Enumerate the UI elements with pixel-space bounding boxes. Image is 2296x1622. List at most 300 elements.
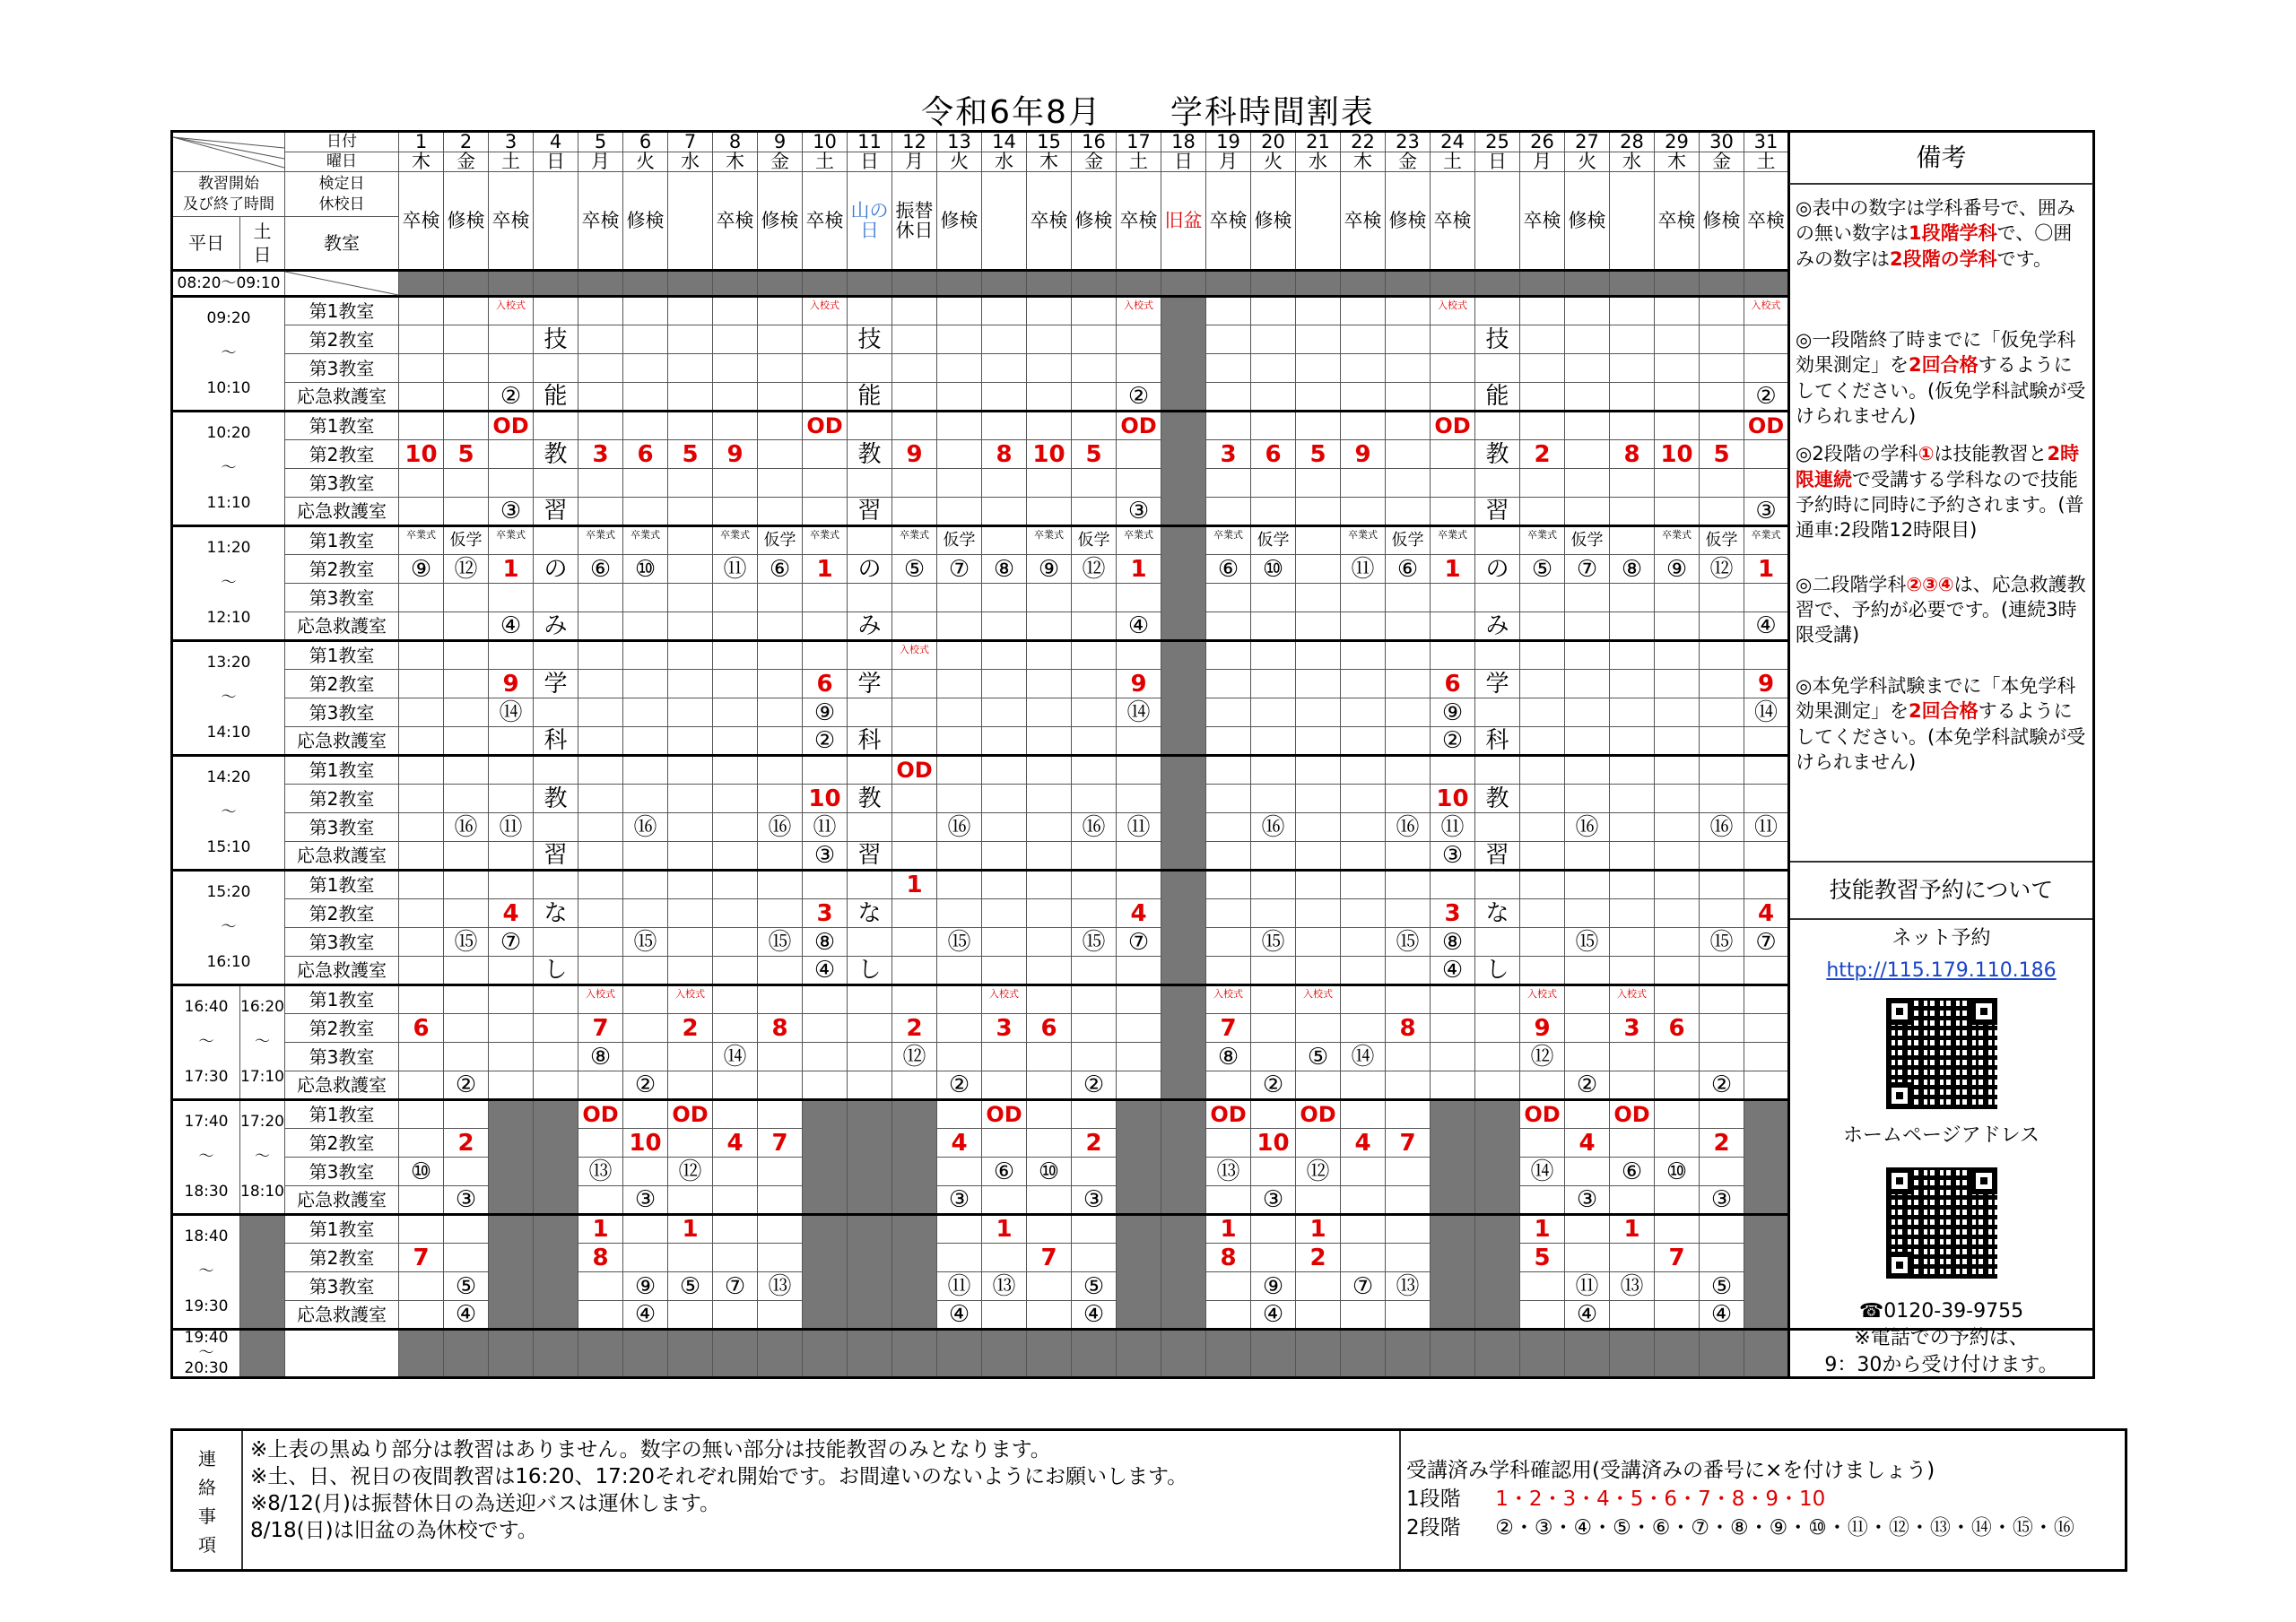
lesson-cell	[578, 1272, 623, 1301]
date-cell: 7	[668, 132, 713, 152]
lesson-cell	[803, 354, 848, 383]
lesson-cell: ②	[803, 727, 848, 756]
time-text: 17:40	[184, 1113, 229, 1131]
blocked-cell	[240, 1215, 285, 1330]
lesson-cell: 仮学	[1565, 526, 1610, 555]
lesson-cell	[1744, 354, 1789, 383]
weekday-label: 平日	[172, 217, 240, 271]
blocked-cell	[982, 271, 1027, 297]
lesson-cell	[892, 297, 937, 325]
lesson-cell	[1072, 383, 1117, 412]
lesson-cell: み	[1475, 612, 1520, 641]
lesson-cell	[1655, 842, 1700, 871]
booking-section	[1790, 861, 2092, 1379]
stage1-numbers[interactable]: 1・2・3・4・5・6・7・8・9・10	[1495, 1488, 1826, 1511]
lesson-cell	[1206, 785, 1251, 813]
page-title: 令和6年8月 学科時間割表	[921, 94, 1375, 131]
blocked-cell	[1161, 756, 1206, 871]
lesson-cell	[1520, 297, 1565, 325]
lesson-cell	[623, 383, 668, 412]
lesson-cell	[758, 670, 803, 698]
lesson-cell	[982, 727, 1027, 756]
lesson-cell	[1206, 1186, 1251, 1215]
lesson-cell	[1744, 785, 1789, 813]
lesson-cell: の	[534, 555, 578, 584]
lesson-cell	[1700, 498, 1744, 526]
lesson-cell	[1610, 842, 1655, 871]
lesson-cell	[1296, 1186, 1341, 1215]
lesson-cell	[399, 325, 444, 354]
lesson-cell	[848, 871, 892, 899]
period-time-weekday	[172, 985, 240, 1100]
lesson-cell: 教	[534, 440, 578, 469]
lesson-cell	[848, 584, 892, 612]
time-text: 〜	[198, 1148, 214, 1166]
room-label: 応急救護室	[285, 727, 399, 756]
lesson-cell	[1251, 670, 1296, 698]
time-text: 14:10	[206, 724, 251, 742]
lesson-cell	[1341, 1301, 1386, 1330]
remark-1: ◎表中の数字は学科番号で、囲みの無い数字は1段階学科で、〇囲みの数字は2段階の学科です。	[1796, 197, 2075, 270]
lesson-cell	[444, 584, 489, 612]
time-text: 〜	[221, 918, 237, 936]
lesson-cell	[713, 813, 758, 842]
lesson-cell	[489, 469, 534, 498]
dow-cell: 火	[937, 152, 982, 172]
lesson-cell	[668, 325, 713, 354]
lesson-cell	[1341, 1186, 1386, 1215]
lesson-cell: ④	[623, 1301, 668, 1330]
lesson-cell	[399, 1215, 444, 1244]
lesson-cell: ③	[1565, 1186, 1610, 1215]
lesson-cell	[1341, 1158, 1386, 1186]
lesson-cell	[1386, 584, 1431, 612]
lesson-cell	[1520, 1272, 1565, 1301]
lesson-cell	[937, 1244, 982, 1272]
lesson-cell	[1296, 670, 1341, 698]
blocked-cell	[1027, 271, 1072, 297]
lesson-cell	[982, 842, 1027, 871]
lesson-cell	[1117, 641, 1161, 670]
lesson-cell	[1431, 1071, 1475, 1100]
lesson-cell	[1520, 1129, 1565, 1158]
lesson-cell	[1251, 325, 1296, 354]
lesson-cell	[399, 412, 444, 440]
lesson-cell: 1	[489, 555, 534, 584]
lesson-cell	[1565, 871, 1610, 899]
lesson-cell	[668, 641, 713, 670]
lesson-cell	[1206, 1071, 1251, 1100]
lesson-cell	[1655, 670, 1700, 698]
lesson-cell	[578, 297, 623, 325]
lesson-cell: ②	[1565, 1071, 1610, 1100]
time-text: 12:10	[206, 609, 251, 627]
lesson-cell	[1610, 1071, 1655, 1100]
blocked-cell	[1161, 1330, 1206, 1378]
dow-cell: 月	[1206, 152, 1251, 172]
lesson-cell	[937, 899, 982, 928]
dow-cell: 日	[1161, 152, 1206, 172]
lesson-cell	[1072, 1215, 1117, 1244]
lesson-cell	[1565, 899, 1610, 928]
lesson-cell	[1117, 1014, 1161, 1043]
lesson-cell	[982, 871, 1027, 899]
lesson-cell	[937, 698, 982, 727]
lesson-cell	[534, 469, 578, 498]
lesson-cell	[1027, 727, 1072, 756]
lesson-cell	[1296, 1301, 1341, 1330]
lesson-cell	[1296, 555, 1341, 584]
lesson-cell	[1565, 498, 1610, 526]
lesson-cell: 卒業式	[713, 526, 758, 555]
lesson-cell: 卒業式	[578, 526, 623, 555]
lesson-cell	[1206, 1129, 1251, 1158]
lesson-cell	[1610, 928, 1655, 957]
lesson-cell	[892, 612, 937, 641]
lesson-cell	[892, 325, 937, 354]
lesson-cell: ⑩	[1027, 1158, 1072, 1186]
lesson-cell: ③	[1700, 1186, 1744, 1215]
lesson-cell	[1744, 871, 1789, 899]
blocked-cell	[1251, 1330, 1296, 1378]
lesson-cell	[399, 698, 444, 727]
lesson-cell	[1251, 1158, 1296, 1186]
lesson-cell	[848, 526, 892, 555]
lesson-cell: 教	[534, 785, 578, 813]
lesson-cell: 1	[1744, 555, 1789, 584]
lesson-cell	[758, 1071, 803, 1100]
lesson-cell	[1341, 957, 1386, 985]
lesson-cell: ⑭	[1520, 1158, 1565, 1186]
lesson-cell	[1206, 670, 1251, 698]
lesson-cell	[1565, 440, 1610, 469]
lesson-cell	[1341, 641, 1386, 670]
lesson-cell: ⑧	[1610, 555, 1655, 584]
lesson-cell: ⑮	[1700, 928, 1744, 957]
lesson-cell: 仮学	[444, 526, 489, 555]
lesson-cell	[982, 670, 1027, 698]
lesson-cell	[1655, 1272, 1700, 1301]
blocked-cell	[1520, 1330, 1565, 1378]
lesson-cell	[489, 1014, 534, 1043]
lesson-cell	[1386, 985, 1431, 1014]
lesson-cell	[1027, 1129, 1072, 1158]
blocked-cell	[1431, 271, 1475, 297]
lesson-cell	[1700, 325, 1744, 354]
lesson-cell	[713, 670, 758, 698]
lesson-cell	[668, 612, 713, 641]
blocked-cell	[1520, 271, 1565, 297]
lesson-cell	[1027, 928, 1072, 957]
header-corner	[172, 132, 285, 172]
lesson-cell	[1072, 584, 1117, 612]
lesson-cell	[1386, 412, 1431, 440]
qr-code-homepage	[1886, 1167, 1997, 1279]
lesson-cell	[399, 612, 444, 641]
date-cell: 31	[1744, 132, 1789, 152]
lesson-cell	[1027, 698, 1072, 727]
lesson-cell	[1520, 727, 1565, 756]
period-time-weekday	[172, 1100, 240, 1215]
lesson-cell	[1072, 1014, 1117, 1043]
lesson-cell	[1072, 1158, 1117, 1186]
lesson-cell	[1296, 469, 1341, 498]
lesson-cell	[982, 957, 1027, 985]
date-cell: 21	[1296, 132, 1341, 152]
lesson-cell	[1565, 698, 1610, 727]
lesson-cell	[534, 641, 578, 670]
lesson-cell	[1655, 727, 1700, 756]
blocked-cell	[713, 271, 758, 297]
lesson-cell	[758, 498, 803, 526]
lesson-cell: 3	[803, 899, 848, 928]
room-label: 応急救護室	[285, 1301, 399, 1330]
lesson-cell: ⑮	[1386, 928, 1431, 957]
lesson-cell	[1072, 325, 1117, 354]
lesson-cell: ⑪	[489, 813, 534, 842]
lesson-cell	[399, 1301, 444, 1330]
lesson-cell	[1386, 756, 1431, 785]
lesson-cell	[982, 641, 1027, 670]
lesson-cell	[1251, 1014, 1296, 1043]
lesson-cell: ⑥	[758, 555, 803, 584]
lesson-cell	[1610, 498, 1655, 526]
lesson-cell	[1655, 1186, 1700, 1215]
lesson-cell: 仮学	[937, 526, 982, 555]
lesson-cell: ②	[1744, 383, 1789, 412]
lesson-cell	[668, 842, 713, 871]
lesson-cell	[803, 756, 848, 785]
lesson-cell: ⑨	[623, 1272, 668, 1301]
lesson-cell	[758, 842, 803, 871]
lesson-cell: し	[534, 957, 578, 985]
stage2-numbers[interactable]: ②・③・④・⑤・⑥・⑦・⑧・⑨・⑩・⑪・⑫・⑬・⑭・⑮・⑯	[1495, 1516, 2074, 1540]
lesson-cell	[803, 440, 848, 469]
blocked-cell	[1431, 1215, 1475, 1330]
lesson-cell	[1700, 1100, 1744, 1129]
lesson-cell	[1520, 670, 1565, 698]
lesson-cell: 4	[1565, 1129, 1610, 1158]
lesson-cell: 7	[758, 1129, 803, 1158]
lesson-cell: 10	[1655, 440, 1700, 469]
lesson-cell	[892, 957, 937, 985]
lesson-cell	[1072, 698, 1117, 727]
lesson-cell	[1117, 727, 1161, 756]
room-label: 応急救護室	[285, 612, 399, 641]
lesson-cell: ②	[937, 1071, 982, 1100]
time-text: 20:30	[184, 1359, 229, 1377]
lesson-cell	[668, 584, 713, 612]
lesson-cell	[848, 1071, 892, 1100]
room-label: 第3教室	[285, 813, 399, 842]
lesson-cell: 学	[848, 670, 892, 698]
lesson-cell	[489, 957, 534, 985]
lesson-cell: ③	[1744, 498, 1789, 526]
lesson-cell: ⑨	[803, 698, 848, 727]
lesson-cell	[578, 785, 623, 813]
lesson-cell	[1655, 899, 1700, 928]
lesson-cell: ⑬	[1610, 1272, 1655, 1301]
lesson-cell	[489, 756, 534, 785]
lesson-cell	[444, 1100, 489, 1129]
room-label: 応急救護室	[285, 957, 399, 985]
lesson-cell	[1700, 871, 1744, 899]
lesson-cell	[1296, 957, 1341, 985]
lesson-cell	[892, 785, 937, 813]
lesson-cell: ⑫	[1520, 1043, 1565, 1071]
time-text: 16:10	[206, 953, 251, 971]
lesson-cell	[1700, 297, 1744, 325]
lesson-cell	[758, 1215, 803, 1244]
lesson-cell	[1475, 1071, 1520, 1100]
lesson-cell: 6	[1251, 440, 1296, 469]
lesson-cell	[1431, 641, 1475, 670]
lesson-cell: 8	[1206, 1244, 1251, 1272]
lesson-cell	[623, 957, 668, 985]
lesson-cell	[1655, 1301, 1700, 1330]
lesson-cell	[892, 354, 937, 383]
dow-cell: 土	[1117, 152, 1161, 172]
lesson-cell	[1251, 584, 1296, 612]
lesson-cell	[1206, 899, 1251, 928]
lesson-cell	[1520, 842, 1565, 871]
remarks-panel	[1789, 132, 2094, 1376]
phone-number: ☎0120-39-9755	[1858, 1300, 2024, 1323]
lesson-cell	[848, 928, 892, 957]
lesson-cell	[937, 612, 982, 641]
lesson-cell	[1251, 1215, 1296, 1244]
booking-url-link[interactable]: http://115.179.110.186	[1826, 958, 2057, 982]
lesson-cell	[1431, 756, 1475, 785]
date-cell: 28	[1610, 132, 1655, 152]
lesson-cell	[1700, 985, 1744, 1014]
period-time	[172, 641, 285, 756]
blocked-cell	[1386, 271, 1431, 297]
remark-2: ◎一段階終了時までに「仮免学科効果測定」を2回合格するようにしてください。(仮免学科試験が受けられません)	[1796, 329, 2086, 428]
lesson-cell	[1027, 670, 1072, 698]
lesson-cell: 8	[578, 1244, 623, 1272]
lesson-cell	[1296, 842, 1341, 871]
exam-note: 卒検	[713, 172, 758, 271]
lesson-cell	[399, 871, 444, 899]
lesson-cell	[848, 469, 892, 498]
lesson-cell	[1565, 1100, 1610, 1129]
blocked-cell	[1744, 1215, 1789, 1330]
lesson-cell	[982, 325, 1027, 354]
remark-5: ◎本免学科試験までに「本免学科効果測定」を2回合格するようにしてください。(本免学科試験が受けられません)	[1796, 674, 2086, 773]
lesson-cell	[1341, 469, 1386, 498]
lesson-cell	[1296, 325, 1341, 354]
lesson-cell	[399, 727, 444, 756]
blocked-cell	[623, 1330, 668, 1378]
lesson-cell	[1610, 469, 1655, 498]
lesson-cell	[892, 383, 937, 412]
lesson-cell: 1	[982, 1215, 1027, 1244]
lesson-cell	[1206, 325, 1251, 354]
lesson-cell: ⑬	[982, 1272, 1027, 1301]
lesson-cell	[444, 1158, 489, 1186]
lesson-cell	[803, 985, 848, 1014]
lesson-cell	[1700, 842, 1744, 871]
lesson-cell	[1251, 1043, 1296, 1071]
lesson-cell	[1520, 498, 1565, 526]
lesson-cell	[623, 670, 668, 698]
lesson-cell	[1475, 871, 1520, 899]
exam-note: 山の日	[848, 172, 892, 271]
lesson-cell	[623, 641, 668, 670]
lesson-cell	[1027, 354, 1072, 383]
lesson-cell	[1386, 871, 1431, 899]
lesson-cell: ③	[623, 1186, 668, 1215]
blocked-cell	[1206, 271, 1251, 297]
lesson-cell	[1386, 1043, 1431, 1071]
lesson-cell	[623, 727, 668, 756]
lesson-cell	[758, 1100, 803, 1129]
lesson-cell	[937, 1043, 982, 1071]
lesson-cell	[982, 469, 1027, 498]
lesson-cell	[1475, 354, 1520, 383]
date-cell: 3	[489, 132, 534, 152]
lesson-cell	[1520, 325, 1565, 354]
lesson-cell: ③	[1251, 1186, 1296, 1215]
time-text: 18:10	[240, 1183, 284, 1201]
lesson-cell	[1610, 756, 1655, 785]
lesson-cell	[1341, 727, 1386, 756]
lesson-cell	[1386, 612, 1431, 641]
lesson-cell: ⑦	[713, 1272, 758, 1301]
blocked-cell	[1431, 1100, 1475, 1215]
lesson-cell: 6	[1027, 1014, 1072, 1043]
lesson-cell	[892, 698, 937, 727]
lesson-cell: 7	[1386, 1129, 1431, 1158]
lesson-cell	[1072, 899, 1117, 928]
lesson-cell: 卒業式	[1520, 526, 1565, 555]
lesson-cell	[623, 899, 668, 928]
lesson-cell: ⑬	[578, 1158, 623, 1186]
dow-cell: 木	[1341, 152, 1386, 172]
lesson-cell	[668, 498, 713, 526]
blocked-cell	[713, 1330, 758, 1378]
lesson-cell	[1386, 1244, 1431, 1272]
net-booking-label: ネット予約	[1892, 927, 1991, 950]
dow-cell: 火	[1251, 152, 1296, 172]
lesson-cell	[534, 871, 578, 899]
lesson-cell	[1072, 354, 1117, 383]
blocked-cell	[1161, 271, 1206, 297]
blocked-cell	[848, 1215, 892, 1330]
lesson-cell	[1027, 1100, 1072, 1129]
dow-cell: 月	[578, 152, 623, 172]
lesson-cell: 1	[1296, 1215, 1341, 1244]
lesson-cell	[1027, 842, 1072, 871]
lesson-cell	[1565, 469, 1610, 498]
lesson-cell	[1431, 383, 1475, 412]
lesson-cell	[1610, 641, 1655, 670]
lesson-cell	[623, 612, 668, 641]
lesson-cell	[1475, 1014, 1520, 1043]
lesson-cell	[713, 412, 758, 440]
lesson-cell	[713, 1215, 758, 1244]
lesson-cell	[668, 1129, 713, 1158]
period-time	[172, 297, 285, 412]
lesson-cell: ⑧	[982, 555, 1027, 584]
lesson-cell	[1341, 670, 1386, 698]
blocked-cell	[489, 1100, 534, 1215]
blocked-cell	[1475, 271, 1520, 297]
lesson-cell: ④	[1565, 1301, 1610, 1330]
lesson-cell	[1072, 842, 1117, 871]
lesson-cell	[444, 325, 489, 354]
